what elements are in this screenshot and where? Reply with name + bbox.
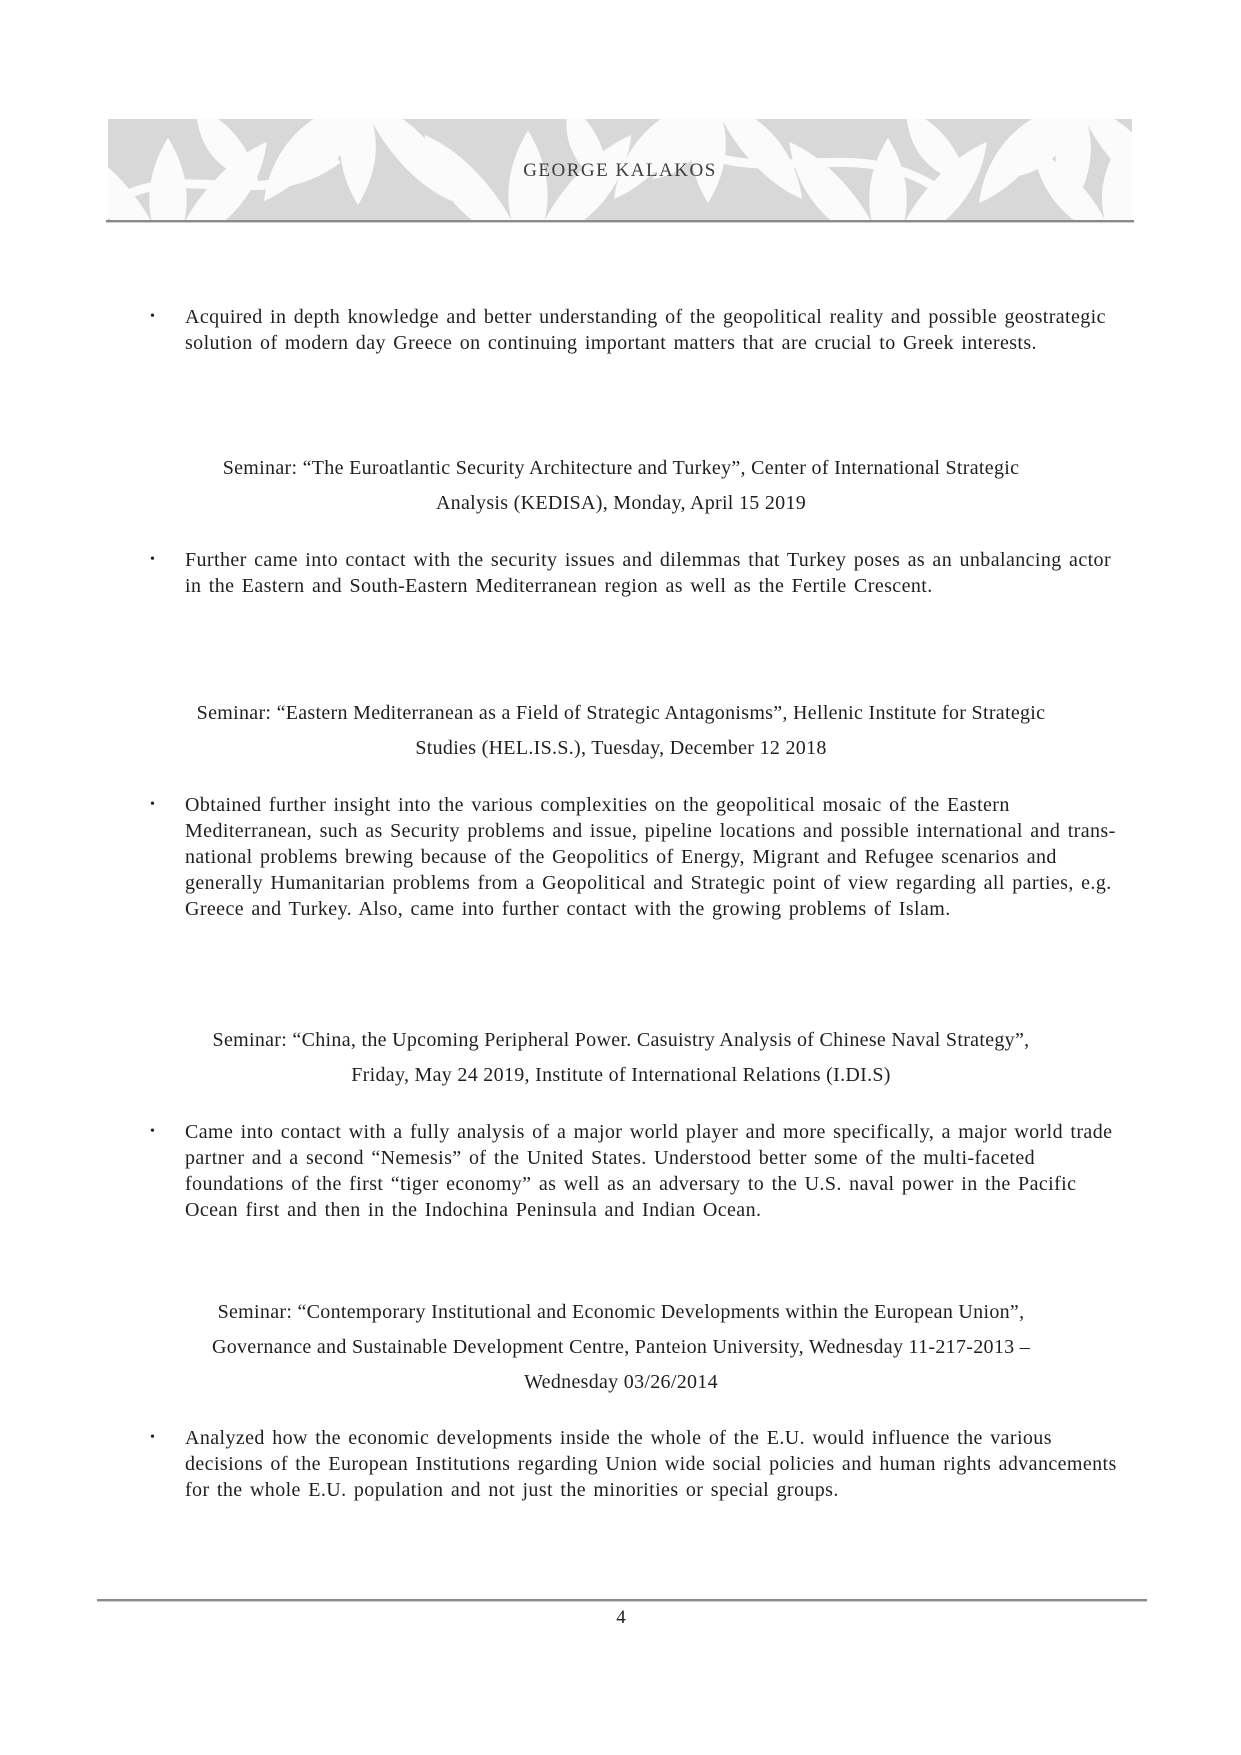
bullet-text: Acquired in depth knowledge and better understanding of the geopolitical reality and possible geostrategic solution of modern day Greece on continuing important matters that are crucial to Greek interests. <box>185 306 1106 354</box>
bullet-icon: • <box>150 1430 156 1445</box>
bullet-text: Obtained further insight into the various complexities on the geopolitical mosaic of the Eastern Mediterranean, such as Security problems and issue, pipeline locations and possible international and trans-national problems brewing because of the Geopolitics of Energy, Migrant and Refugee scenarios and generally Humanitarian problems from a Geopolitical and Strategic point of view regarding all parties, e.g. Greece and Turkey. Also, came into further contact with the growing problems of Islam. <box>185 794 1116 920</box>
seminar-heading-line: Seminar: “Eastern Mediterranean as a Field of Strategic Antagonisms”, Hellenic Institute for Strategic <box>196 702 1046 724</box>
bullet-text: Came into contact with a fully analysis of a major world player and more specifically, a major world trade partner and a second “Nemesis” of the United States. Understood better some of the multi-faceted foundations of the first “tiger economy” as well as an adversary to the U.S. naval power in the Pacific Ocean first and then in the Indochina Peninsula and Indian Ocean. <box>185 1121 1113 1221</box>
bullet-icon: • <box>150 797 156 812</box>
bullet-text: Analyzed how the economic developments inside the whole of the E.U. would influence the various decisions of the European Institutions regarding Union wide social policies and human rights advancements for the whole E.U. population and not just the minorities or special groups. <box>185 1427 1117 1501</box>
bullet-text: Further came into contact with the security issues and dilemmas that Turkey poses as an unbalancing actor in the Eastern and South-Eastern Mediterranean region as well as the Fertile Crescent. <box>185 549 1112 597</box>
seminar-heading-line: Seminar: “Contemporary Institutional and Economic Developments within the European Union”, <box>217 1301 1025 1323</box>
seminar-heading <box>108 1295 1134 1400</box>
footer-rule <box>97 1599 1147 1602</box>
bullet-item <box>150 304 1130 356</box>
bullet-item <box>150 1119 1130 1223</box>
seminar-heading-line: Analysis (KEDISA), Monday, April 15 2019 <box>435 492 807 514</box>
seminar-heading-line: Wednesday 03/26/2014 <box>524 1371 718 1393</box>
seminar-heading-line: Seminar: “The Euroatlantic Security Architecture and Turkey”, Center of International Strategic <box>222 457 1020 479</box>
bullet-item <box>150 1425 1130 1503</box>
seminar-heading-line: Friday, May 24 2019, Institute of International Relations (I.DI.S) <box>351 1064 891 1086</box>
bullet-icon: • <box>150 1124 156 1139</box>
bullet-item <box>150 792 1130 922</box>
seminar-heading-line: Seminar: “China, the Upcoming Peripheral Power. Casuistry Analysis of Chinese Naval Strategy”, <box>212 1029 1030 1051</box>
header-band <box>108 119 1132 222</box>
seminar-heading <box>108 696 1134 766</box>
seminar-heading <box>108 1023 1134 1093</box>
header-rule <box>106 220 1134 223</box>
bullet-icon: • <box>150 309 156 324</box>
seminar-heading-line: Governance and Sustainable Development Centre, Panteion University, Wednesday 11-217-2013 – <box>211 1336 1031 1358</box>
bullet-item <box>150 547 1130 599</box>
bullet-icon: • <box>150 552 156 567</box>
page-number: 4 <box>616 1607 626 1628</box>
header-title: GEORGE KALAKOS <box>523 159 717 181</box>
seminar-heading-line: Studies (HEL.IS.S.), Tuesday, December 12 2018 <box>415 737 827 759</box>
seminar-heading <box>108 451 1134 521</box>
